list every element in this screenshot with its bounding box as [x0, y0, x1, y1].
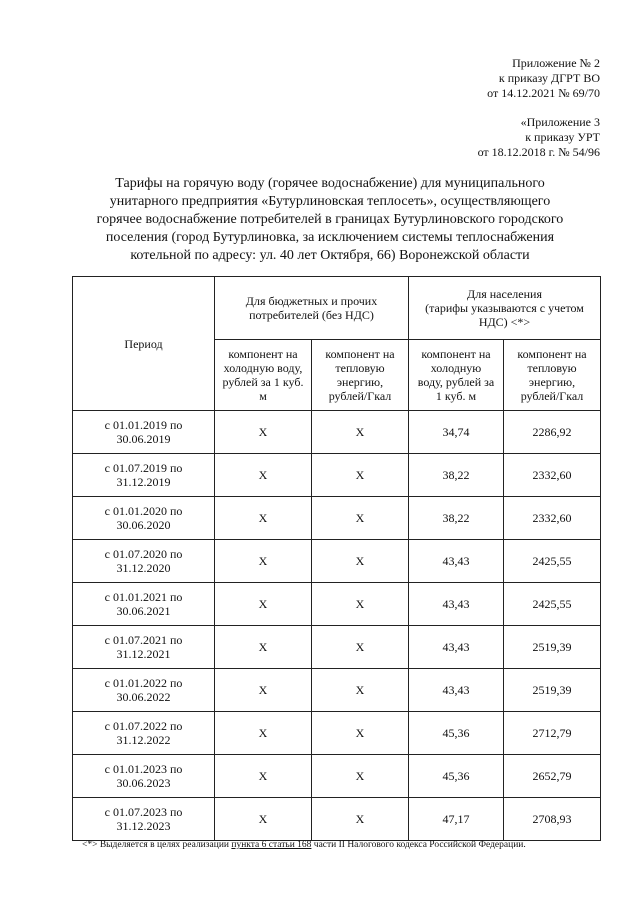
population-cold-water-cell: 38,22 [409, 497, 504, 540]
period-start: с 01.01.2023 по [104, 762, 183, 776]
appendix-number: «Приложение 3 [520, 115, 600, 129]
budget-cold-water-cell: X [215, 669, 312, 712]
budget-cold-water-cell: X [215, 411, 312, 454]
period-end: 31.12.2023 [116, 819, 171, 833]
period-cell [73, 411, 215, 454]
population-heat-energy-cell: 2332,60 [504, 454, 601, 497]
header-line: тепловую [335, 361, 385, 375]
period-end: 31.12.2019 [116, 475, 171, 489]
period-cell [73, 669, 215, 712]
budget-cold-water-cell: X [215, 798, 312, 841]
population-cold-water-cell: 38,22 [409, 454, 504, 497]
header-line: 1 куб. м [435, 389, 477, 403]
header-line: энергию, [336, 375, 384, 389]
period-start: с 01.07.2023 по [104, 805, 183, 819]
header-line: компонент на [517, 347, 587, 361]
population-cold-water-cell: 34,74 [409, 411, 504, 454]
header-line: потребителей (без НДС) [249, 308, 374, 322]
period-start: с 01.01.2019 по [104, 418, 183, 432]
header-line: воду, рублей за [417, 375, 495, 389]
population-cold-water-cell: 45,36 [409, 755, 504, 798]
footnote [82, 839, 526, 851]
period-header: Период [73, 277, 215, 411]
budget-heat-energy-cell: X [312, 798, 409, 841]
table-row [73, 583, 601, 626]
population-heat-energy-cell: 2712,79 [504, 712, 601, 755]
title-line: котельной по адресу: ул. 40 лет Октября, 66) Воронежской области [130, 248, 530, 263]
period-cell [73, 798, 215, 841]
appendix-date: от 14.12.2021 № 69/70 [487, 86, 600, 100]
appendix-reference-current [487, 56, 600, 101]
population-header [409, 277, 601, 340]
header-line: рублей/Гкал [520, 389, 584, 403]
population-cold-water-header [409, 340, 504, 411]
budget-cold-water-cell: X [215, 626, 312, 669]
header-line: рублей/Гкал [328, 389, 392, 403]
budget-cold-water-cell: X [215, 454, 312, 497]
header-line: м [259, 389, 267, 403]
period-cell [73, 454, 215, 497]
header-line: (тарифы указываются с учетом [425, 301, 584, 315]
budget-heat-energy-cell: X [312, 712, 409, 755]
budget-heat-energy-cell: X [312, 454, 409, 497]
period-cell [73, 583, 215, 626]
tax-code-article-link[interactable]: пункта 6 статьи 168 [231, 840, 312, 850]
population-heat-energy-cell: 2652,79 [504, 755, 601, 798]
period-end: 30.06.2022 [116, 690, 171, 704]
population-cold-water-cell: 45,36 [409, 712, 504, 755]
population-cold-water-cell: 43,43 [409, 583, 504, 626]
appendix-number: Приложение № 2 [512, 56, 600, 70]
period-start: с 01.01.2020 по [104, 504, 183, 518]
population-cold-water-cell: 43,43 [409, 669, 504, 712]
title-line: унитарного предприятия «Бутурлиновская теплосеть», осуществляющего [109, 194, 551, 209]
table-row [73, 454, 601, 497]
budget-consumers-header [215, 277, 409, 340]
population-heat-energy-cell: 2519,39 [504, 626, 601, 669]
budget-heat-energy-cell: X [312, 669, 409, 712]
period-cell [73, 755, 215, 798]
title-line: горячее водоснабжение потребителей в границах Бутурлиновского городского [96, 212, 564, 227]
header-line: холодную [430, 361, 482, 375]
population-cold-water-cell: 47,17 [409, 798, 504, 841]
budget-cold-water-cell: X [215, 583, 312, 626]
budget-cold-water-header [215, 340, 312, 411]
budget-cold-water-cell: X [215, 755, 312, 798]
period-end: 31.12.2022 [116, 733, 171, 747]
table-row [73, 411, 601, 454]
budget-heat-energy-cell: X [312, 626, 409, 669]
period-cell [73, 497, 215, 540]
table-row [73, 669, 601, 712]
period-start: с 01.01.2022 по [104, 676, 183, 690]
period-cell [73, 540, 215, 583]
header-line: энергию, [528, 375, 576, 389]
budget-cold-water-cell: X [215, 540, 312, 583]
appendix-date: от 18.12.2018 г. № 54/96 [477, 145, 600, 159]
table-header-row [73, 277, 601, 340]
header-line: Для бюджетных и прочих [245, 294, 378, 308]
period-start: с 01.07.2020 по [104, 547, 183, 561]
budget-heat-energy-cell: X [312, 411, 409, 454]
period-end: 30.06.2019 [116, 432, 171, 446]
period-start: с 01.07.2021 по [104, 633, 183, 647]
population-heat-energy-cell: 2708,93 [504, 798, 601, 841]
header-line: компонент на [228, 347, 298, 361]
title-line: Тарифы на горячую воду (горячее водоснабжение) для муниципального [115, 176, 545, 191]
tariff-table [72, 276, 601, 841]
appendix-order: к приказу ДГРТ ВО [498, 71, 600, 85]
table-row [73, 798, 601, 841]
population-heat-energy-cell: 2332,60 [504, 497, 601, 540]
period-cell [73, 626, 215, 669]
population-heat-energy-cell: 2425,55 [504, 583, 601, 626]
table-row [73, 626, 601, 669]
budget-heat-energy-cell: X [312, 583, 409, 626]
budget-cold-water-cell: X [215, 497, 312, 540]
table-row [73, 712, 601, 755]
period-end: 30.06.2023 [116, 776, 171, 790]
period-start: с 01.07.2022 по [104, 719, 183, 733]
budget-heat-energy-cell: X [312, 755, 409, 798]
population-cold-water-cell: 43,43 [409, 540, 504, 583]
header-line: холодную воду, [223, 361, 303, 375]
population-cold-water-cell: 43,43 [409, 626, 504, 669]
population-heat-energy-cell: 2425,55 [504, 540, 601, 583]
footnote-text: части II Налогового кодекса Российской Федерации. [311, 840, 526, 850]
population-heat-energy-cell: 2286,92 [504, 411, 601, 454]
header-line: компонент на [421, 347, 491, 361]
period-cell [73, 712, 215, 755]
period-start: с 01.07.2019 по [104, 461, 183, 475]
period-end: 30.06.2020 [116, 518, 171, 532]
period-end: 31.12.2021 [116, 647, 171, 661]
header-line: тепловую [527, 361, 577, 375]
table-row [73, 540, 601, 583]
document-title [60, 175, 600, 265]
budget-heat-energy-header [312, 340, 409, 411]
population-heat-energy-cell: 2519,39 [504, 669, 601, 712]
footnote-text: <*> Выделяется в целях реализации [82, 840, 232, 850]
table-row [73, 755, 601, 798]
budget-heat-energy-cell: X [312, 540, 409, 583]
appendix-order: к приказу УРТ [525, 130, 600, 144]
header-line: Для населения [467, 287, 542, 301]
period-end: 30.06.2021 [116, 604, 171, 618]
header-line: компонент на [325, 347, 395, 361]
budget-cold-water-cell: X [215, 712, 312, 755]
header-line: НДС) <*> [478, 315, 531, 329]
title-line: поселения (город Бутурлиновка, за исключением системы теплоснабжения [105, 230, 555, 245]
population-heat-energy-header [504, 340, 601, 411]
appendix-reference-original [478, 115, 600, 160]
header-line: рублей за 1 куб. [222, 375, 304, 389]
period-start: с 01.01.2021 по [104, 590, 183, 604]
period-end: 31.12.2020 [116, 561, 171, 575]
budget-heat-energy-cell: X [312, 497, 409, 540]
table-row [73, 497, 601, 540]
